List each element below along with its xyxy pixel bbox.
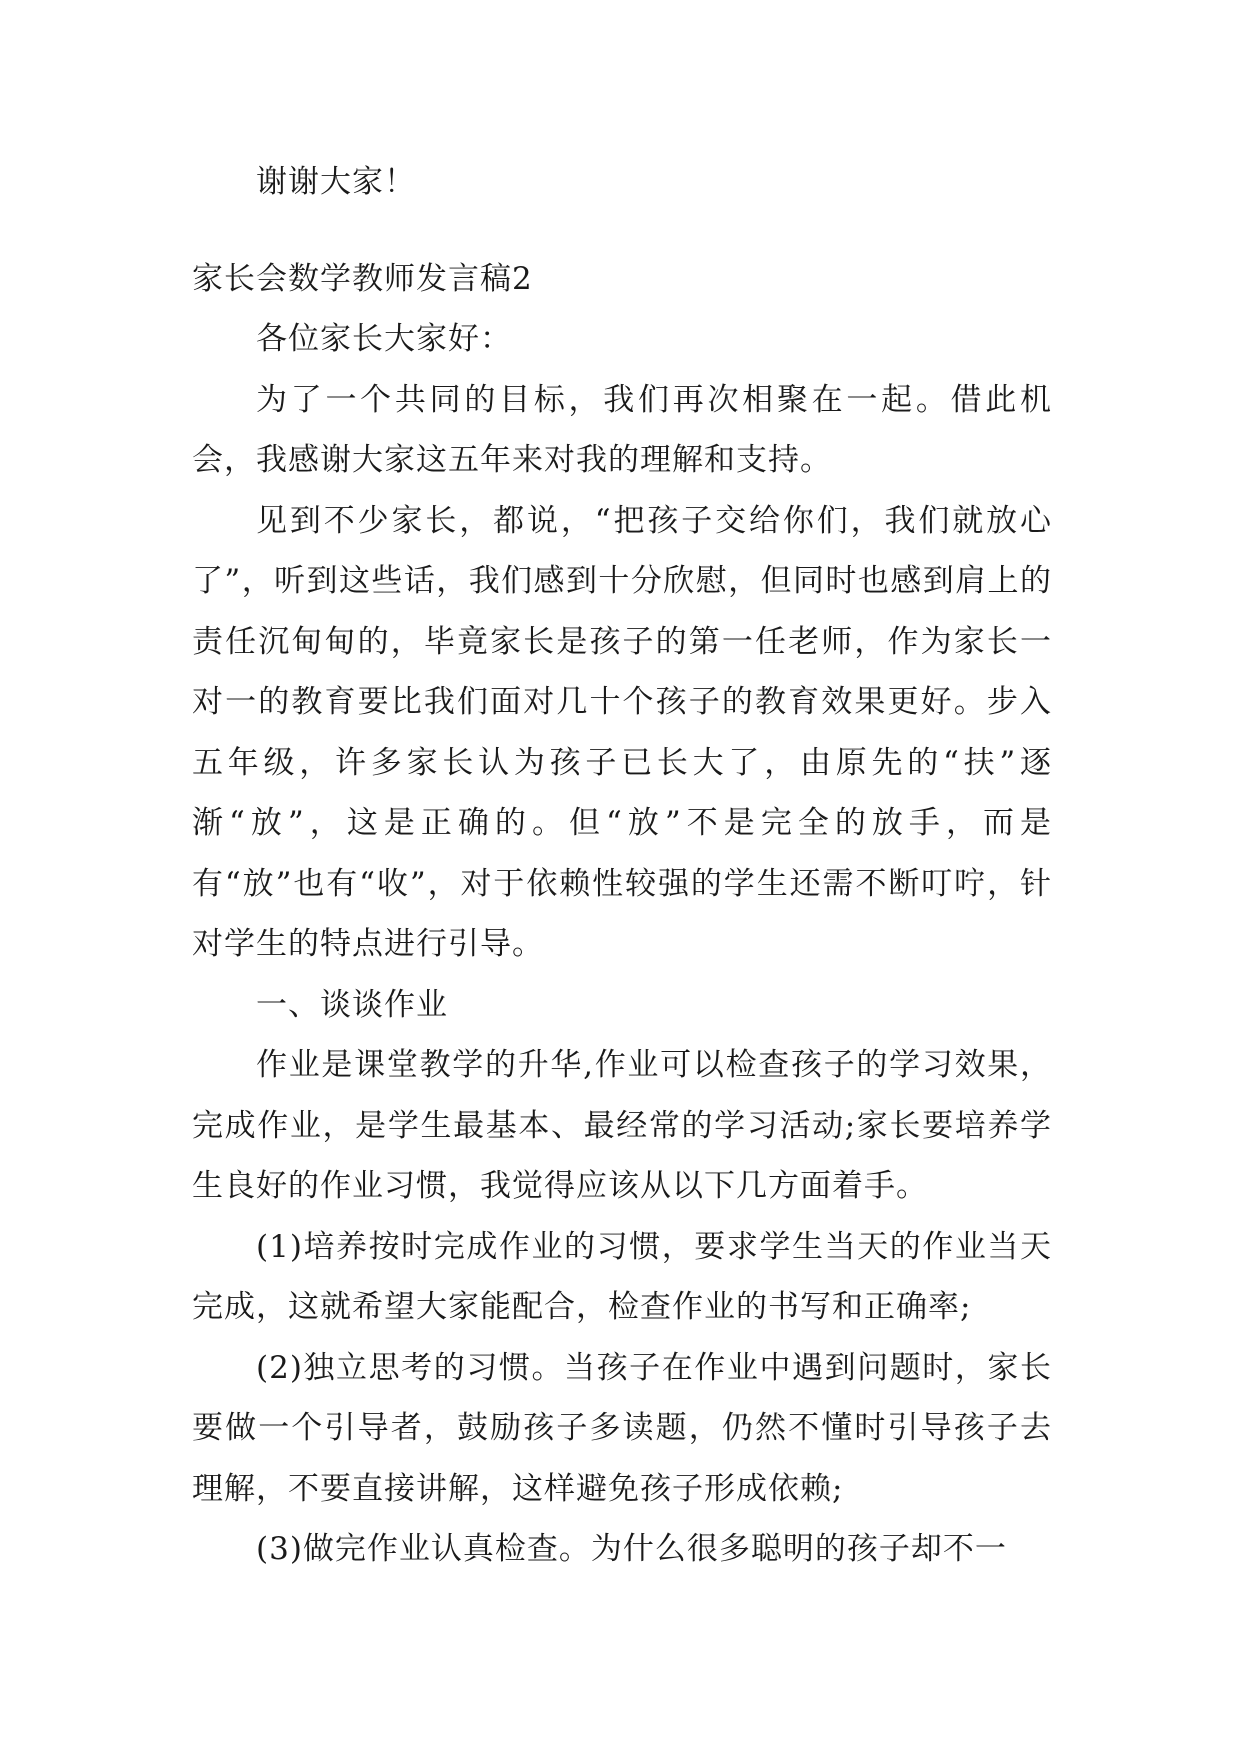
list-item-3: (3)做完作业认真检查。为什么很多聪明的孩子却不一 [256, 1531, 1007, 1567]
paragraph-parents: 见到不少家长，都说，“把孩子交给你们，我们就放心了”，听到这些话，我们感到十分欣慰，但同时也感到肩上的责任沉甸甸的，毕竟家长是孩子的第一任老师，作为家长一对一的教育要比我们面对几十个孩子的教育效果更好。步入五年级，许多家长认为孩子已长大了，由原先的“扶”逐渐“放”，这是正确的。但“放”不是完全的放手，而是有“放”也有“收”，对于依赖性较强的学生还需不断叮咛，针对学生的特点进行引导。 [192, 502, 1052, 962]
greeting-line: 各位家长大家好： [256, 321, 512, 357]
section-heading: 一、谈谈作业 [256, 986, 448, 1023]
closing-line: 谢谢大家！ [256, 164, 416, 200]
paragraph-intro: 为了一个共同的目标，我们再次相聚在一起。借此机会，我感谢大家这五年来对我的理解和支持。 [192, 381, 1052, 478]
list-item-2: (2)独立思考的习惯。当孩子在作业中遇到问题时，家长要做一个引导者，鼓励孩子多读题，仍然不懂时引导孩子去理解，不要直接讲解，这样避免孩子形成依赖; [192, 1349, 1052, 1507]
list-item-1: (1)培养按时完成作业的习惯，要求学生当天的作业当天完成，这就希望大家能配合，检查作业的书写和正确率; [192, 1228, 1052, 1325]
section-paragraph: 作业是课堂教学的升华,作业可以检查孩子的学习效果，完成作业，是学生最基本、最经常的学习活动;家长要培养学生良好的作业习惯，我觉得应该从以下几方面着手。 [192, 1047, 1052, 1204]
document-body [192, 152, 1052, 1580]
document-title: 家长会数学教师发言稿2 [192, 260, 533, 297]
